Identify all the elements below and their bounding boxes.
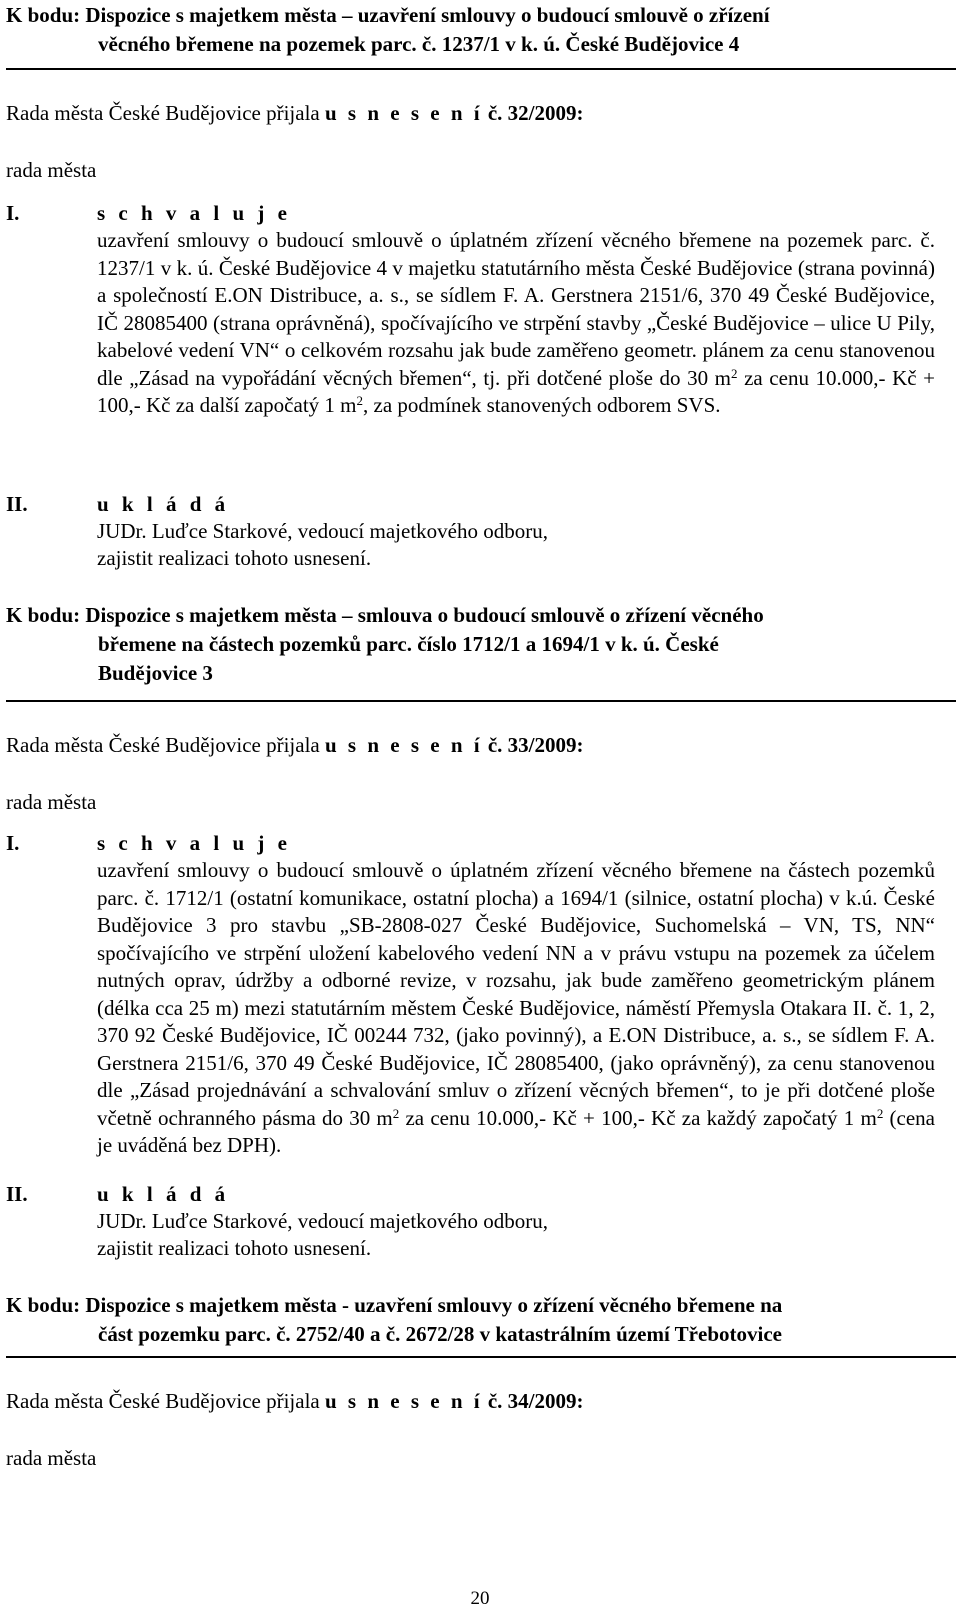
text-part: uzavření smlouvy o budoucí smlouvě o úplatném zřízení věcného břemene na částech pozemků parc. č. 1712/1 (ostatní komunikace, ostatní plocha) a 1694/1 (silnice, ostatní plocha) v k.ú. České Budějovice 3 pro stavbu „SB-2808-027 České Budějovice, Suchomelská – VN, TS, NN“ spočívajícího ve strpění uložení kabelového vedení NN a v právu vstupu na pozemek za účelem nutných oprav, údržby a odborné revize, v rozsahu, jak bude zaměřeno geometrickým plánem (délka cca 25 m) mezi statutárním městem České Budějovice, náměstí Přemysla Otakara II. č. 1, 2, 370 92 České Budějovice, IČ 00244 732, (jako povinný), a E.ON Distribuce, a. s., se sídlem F. A. Gerstnera 2151/6, 370 49 České Budějovice, IČ 28085400, (jako oprávněný), za cenu stanovenou dle „Zásad projednávání a schvalování smluv o zřízení věcných břemen“, to je při dotčené ploše včetně ochranného pásma do 30 m bbox=[97, 858, 935, 1130]
section-heading bbox=[6, 1291, 936, 1349]
resolution-word: u s n e s e n í bbox=[324, 733, 483, 757]
resolution-word: u s n e s e n í bbox=[324, 1389, 483, 1413]
superscript: 2 bbox=[876, 1105, 884, 1121]
section-divider bbox=[6, 1356, 956, 1358]
resolution-text bbox=[97, 227, 935, 420]
resolution-line bbox=[6, 1388, 584, 1415]
text-part: za cenu 10.000,- Kč + 100,- Kč za další započatý 1 m bbox=[97, 365, 935, 417]
resolution-prefix: Rada města České Budějovice přijala bbox=[6, 101, 320, 125]
council-label: rada města bbox=[6, 790, 97, 814]
superscript: 2 bbox=[356, 393, 363, 408]
task-line: zajistit realizaci tohoto usnesení. bbox=[97, 546, 372, 570]
page-number: 20 bbox=[470, 1588, 490, 1609]
point-number: II. bbox=[6, 492, 28, 516]
resolution-prefix: Rada města České Budějovice přijala bbox=[6, 1389, 320, 1413]
task-line: JUDr. Luďce Starkové, vedoucí majetkového odboru, bbox=[97, 519, 548, 543]
text-part: , za podmínek stanovených odborem SVS. bbox=[363, 393, 721, 417]
superscript: 2 bbox=[392, 1105, 400, 1121]
text-part: (cena je uváděná bez DPH). bbox=[97, 1105, 935, 1157]
text-part: za cenu 10.000,- Kč + 100,- Kč za každý započatý 1 m bbox=[399, 1105, 877, 1130]
point-number: I. bbox=[6, 831, 20, 855]
point-number: I. bbox=[6, 201, 20, 225]
point-verb: u k l á d á bbox=[97, 1182, 230, 1206]
task-text bbox=[97, 518, 935, 572]
resolution-number: č. 32/2009: bbox=[487, 101, 584, 125]
point-verb: u k l á d á bbox=[97, 492, 230, 516]
heading-line: K bodu: Dispozice s majetkem města – smlouva o budoucí smlouvě o zřízení věcného bbox=[6, 603, 764, 627]
heading-line: K bodu: Dispozice s majetkem města - uzavření smlouvy o zřízení věcného břemene na bbox=[6, 1293, 783, 1317]
heading-line: břemene na částech pozemků parc. číslo 1712/1 a 1694/1 v k. ú. České bbox=[98, 632, 719, 656]
resolution-prefix: Rada města České Budějovice přijala bbox=[6, 733, 320, 757]
point-number: II. bbox=[6, 1182, 28, 1206]
council-label: rada města bbox=[6, 1446, 97, 1470]
section-divider bbox=[6, 68, 956, 70]
section-heading bbox=[6, 601, 936, 688]
resolution-number: č. 34/2009: bbox=[487, 1389, 584, 1413]
resolution-line bbox=[6, 100, 584, 127]
resolution-word: u s n e s e n í bbox=[324, 101, 483, 125]
task-line: zajistit realizaci tohoto usnesení. bbox=[97, 1236, 372, 1260]
section-divider bbox=[6, 700, 956, 702]
heading-line: část pozemku parc. č. 2752/40 a č. 2672/28 v katastrálním území Třebotovice bbox=[98, 1322, 782, 1346]
task-text bbox=[97, 1208, 935, 1262]
resolution-text bbox=[97, 857, 935, 1160]
heading-line: věcného břemene na pozemek parc. č. 1237/1 v k. ú. České Budějovice 4 bbox=[98, 32, 740, 56]
point-verb: s c h v a l u j e bbox=[97, 831, 291, 855]
text-part: uzavření smlouvy o budoucí smlouvě o úplatném zřízení věcného břemene na pozemek parc. č. 1237/1 v k. ú. České Budějovice 4 v majetku statutárního města České Budějovice (strana povinná) a společností E.ON Distribuce, a. s., se sídlem F. A. Gerstnera 2151/6, 370 49 České Budějovice, IČ 28085400 (strana oprávněná), spočívajícího ve strpění stavby „České Budějovice – ulice U Pily, kabelové vedení VN“ o celkovém rozsahu jak bude zaměřeno geometr. plánem za cenu stanovenou dle „Zásad na vypořádání věcných břemen“, tj. při dotčené ploše do 30 m bbox=[97, 228, 935, 390]
heading-line: Budějovice 3 bbox=[98, 661, 213, 685]
task-line: JUDr. Luďce Starkové, vedoucí majetkového odboru, bbox=[97, 1209, 548, 1233]
point-verb: s c h v a l u j e bbox=[97, 201, 291, 225]
section-heading bbox=[6, 1, 936, 59]
heading-line: K bodu: Dispozice s majetkem města – uzavření smlouvy o budoucí smlouvě o zřízení bbox=[6, 3, 770, 27]
resolution-line bbox=[6, 732, 584, 759]
council-label: rada města bbox=[6, 158, 97, 182]
superscript: 2 bbox=[731, 365, 738, 381]
resolution-number: č. 33/2009: bbox=[487, 733, 584, 757]
